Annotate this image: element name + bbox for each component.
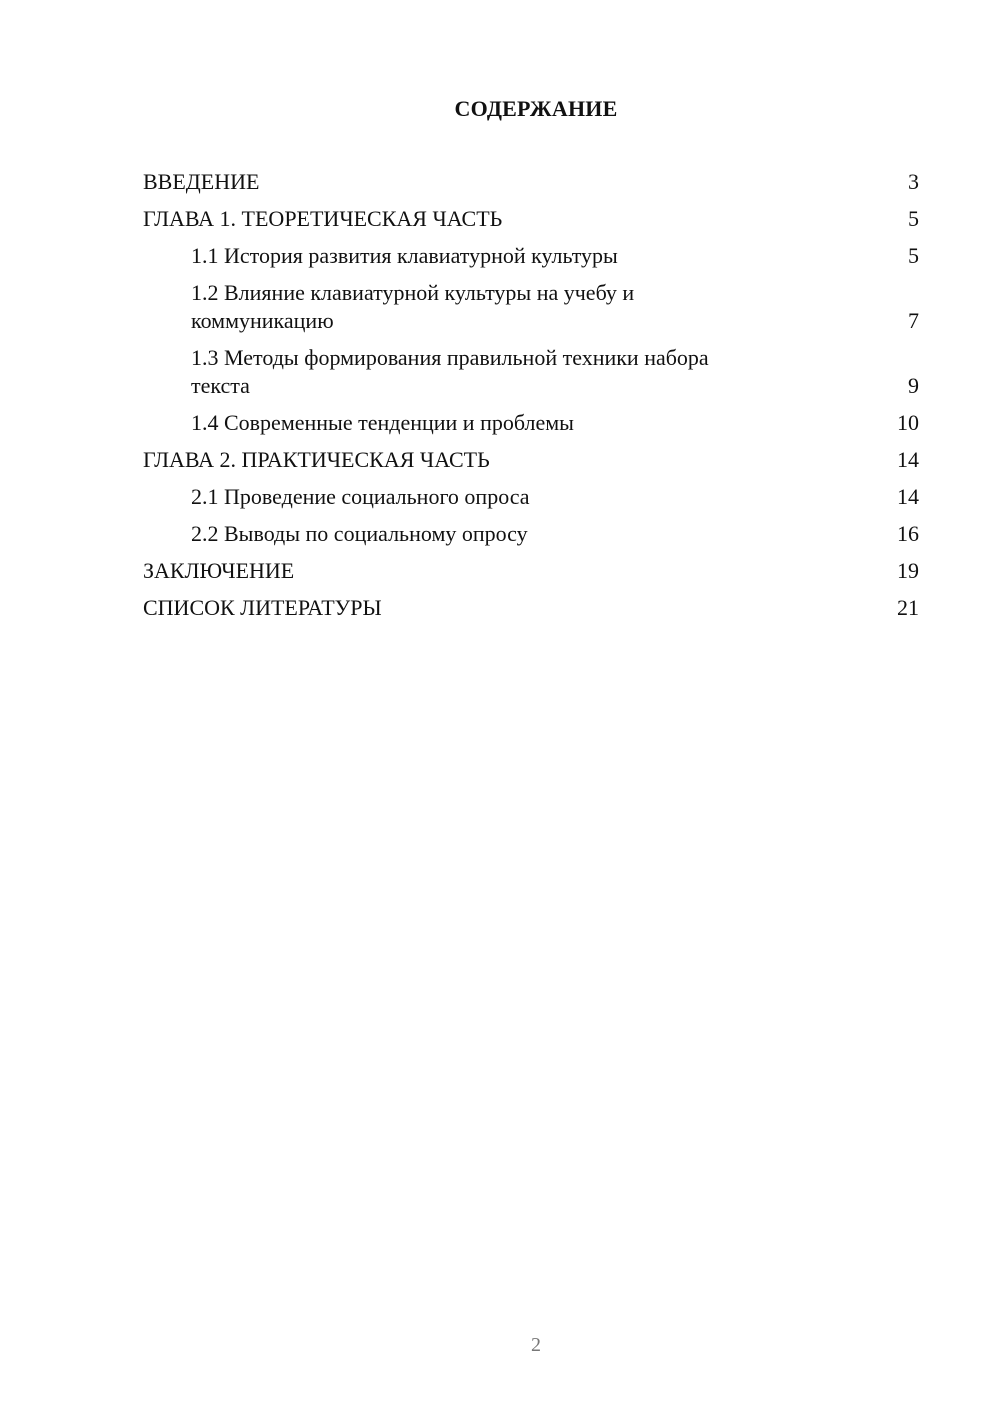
toc-entry-label: 1.1 История развития клавиатурной культуры (191, 243, 618, 268)
toc-entry-page: 3 (908, 169, 919, 194)
toc-entry-page: 21 (897, 595, 919, 620)
toc-entry[interactable] (143, 344, 919, 400)
toc-entry[interactable] (143, 409, 919, 437)
toc-entry-page: 16 (897, 521, 919, 546)
page-title: СОДЕРЖАНИЕ (454, 96, 618, 121)
toc-entry[interactable] (143, 446, 919, 474)
table-of-contents (143, 168, 919, 631)
toc-entry-label: СПИСОК ЛИТЕРАТУРЫ (143, 595, 382, 620)
toc-entry-label: ЗАКЛЮЧЕНИЕ (143, 558, 295, 583)
toc-entry-page: 5 (908, 206, 919, 231)
page-number: 2 (531, 1334, 541, 1356)
toc-entry[interactable] (143, 168, 919, 196)
toc-entry-label: ГЛАВА 1. ТЕОРЕТИЧЕСКАЯ ЧАСТЬ (143, 206, 503, 231)
toc-entry-label: 1.2 Влияние клавиатурной культуры на учебу и коммуникацию (191, 280, 635, 333)
toc-entry[interactable] (143, 242, 919, 270)
toc-entry-label: 2.2 Выводы по социальному опросу (191, 521, 528, 546)
toc-entry[interactable] (143, 279, 919, 335)
toc-entry-label: ВВЕДЕНИЕ (143, 169, 260, 194)
toc-entry-page: 10 (897, 410, 919, 435)
toc-entry[interactable] (143, 520, 919, 548)
toc-entry[interactable] (143, 557, 919, 585)
toc-entry-label: ГЛАВА 2. ПРАКТИЧЕСКАЯ ЧАСТЬ (143, 447, 490, 472)
toc-entry[interactable] (143, 205, 919, 233)
toc-entry-page: 9 (908, 373, 919, 398)
toc-entry-page: 5 (908, 243, 919, 268)
toc-entry-label: 1.3 Методы формирования правильной техники набора текста (191, 345, 709, 398)
toc-entry[interactable] (143, 594, 919, 622)
toc-entry[interactable] (143, 483, 919, 511)
toc-entry-page: 7 (908, 308, 919, 333)
toc-entry-page: 14 (897, 447, 919, 472)
toc-entry-label: 1.4 Современные тенденции и проблемы (191, 410, 574, 435)
toc-entry-page: 14 (897, 484, 919, 509)
toc-entry-label: 2.1 Проведение социального опроса (191, 484, 530, 509)
toc-entry-page: 19 (897, 558, 919, 583)
